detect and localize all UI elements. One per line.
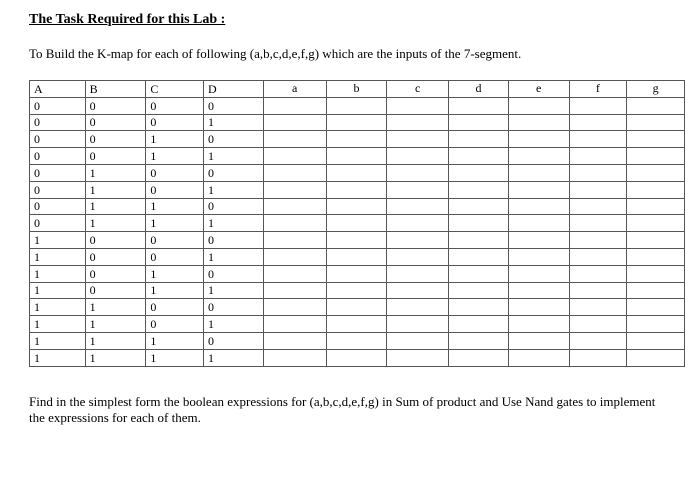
output-cell-d — [449, 232, 509, 249]
input-cell-c: 1 — [146, 332, 204, 349]
output-cell-g — [627, 97, 685, 114]
output-cell-d — [449, 349, 509, 366]
input-cell-b: 1 — [85, 215, 146, 232]
output-cell-c — [387, 148, 449, 165]
output-cell-c — [387, 181, 449, 198]
output-cell-g — [627, 316, 685, 333]
output-cell-g — [627, 164, 685, 181]
input-cell-b: 1 — [85, 349, 146, 366]
output-cell-f — [569, 164, 627, 181]
intro-text: To Build the K-map for each of following (a,b,c,d,e,f,g) which are the inputs of the 7-segment. — [29, 46, 522, 61]
input-cell-d: 1 — [204, 316, 264, 333]
input-cell-b: 0 — [85, 114, 146, 131]
input-cell-a: 1 — [30, 316, 86, 333]
input-cell-c: 0 — [146, 114, 204, 131]
input-cell-a: 0 — [30, 181, 86, 198]
output-cell-d — [449, 164, 509, 181]
input-cell-d: 0 — [204, 265, 264, 282]
output-cell-b — [326, 198, 387, 215]
output-cell-b — [326, 114, 387, 131]
output-cell-c — [387, 282, 449, 299]
output-cell-f — [569, 97, 627, 114]
input-cell-c: 1 — [146, 215, 204, 232]
input-cell-c: 1 — [146, 198, 204, 215]
input-cell-b: 1 — [85, 299, 146, 316]
header-output-e: e — [508, 81, 569, 98]
output-cell-a — [263, 164, 326, 181]
input-cell-d: 0 — [204, 198, 264, 215]
input-cell-b: 0 — [85, 282, 146, 299]
output-cell-e — [508, 148, 569, 165]
header-input-c: C — [146, 81, 204, 98]
output-cell-g — [627, 299, 685, 316]
input-cell-c: 1 — [146, 349, 204, 366]
output-cell-b — [326, 164, 387, 181]
output-cell-c — [387, 316, 449, 333]
header-input-a: A — [30, 81, 86, 98]
truth-table — [29, 80, 685, 367]
output-cell-b — [326, 232, 387, 249]
output-cell-d — [449, 265, 509, 282]
output-cell-f — [569, 114, 627, 131]
table-row — [30, 299, 685, 316]
output-cell-g — [627, 332, 685, 349]
output-cell-d — [449, 131, 509, 148]
table-row — [30, 265, 685, 282]
input-cell-c: 0 — [146, 97, 204, 114]
output-cell-f — [569, 181, 627, 198]
table-row — [30, 232, 685, 249]
input-cell-c: 1 — [146, 282, 204, 299]
table-row — [30, 97, 685, 114]
output-cell-b — [326, 349, 387, 366]
header-output-a: a — [263, 81, 326, 98]
output-cell-b — [326, 215, 387, 232]
instructions-text: Find in the simplest form the boolean expressions for (a,b,c,d,e,f,g) in Sum of product and Use Nand gates to implement the expressions for each of them. — [29, 394, 656, 425]
output-cell-d — [449, 316, 509, 333]
output-cell-g — [627, 131, 685, 148]
input-cell-b: 1 — [85, 316, 146, 333]
output-cell-a — [263, 349, 326, 366]
input-cell-c: 1 — [146, 148, 204, 165]
output-cell-e — [508, 248, 569, 265]
output-cell-f — [569, 316, 627, 333]
input-cell-b: 0 — [85, 232, 146, 249]
input-cell-d: 0 — [204, 97, 264, 114]
input-cell-c: 1 — [146, 265, 204, 282]
input-cell-b: 1 — [85, 198, 146, 215]
input-cell-d: 0 — [204, 332, 264, 349]
output-cell-c — [387, 248, 449, 265]
output-cell-e — [508, 282, 569, 299]
output-cell-a — [263, 114, 326, 131]
output-cell-c — [387, 164, 449, 181]
header-input-b: B — [85, 81, 146, 98]
input-cell-d: 1 — [204, 148, 264, 165]
output-cell-g — [627, 282, 685, 299]
header-output-g: g — [627, 81, 685, 98]
output-cell-g — [627, 232, 685, 249]
header-input-d: D — [204, 81, 264, 98]
output-cell-a — [263, 282, 326, 299]
output-cell-f — [569, 148, 627, 165]
output-cell-d — [449, 248, 509, 265]
output-cell-g — [627, 148, 685, 165]
output-cell-a — [263, 332, 326, 349]
output-cell-f — [569, 282, 627, 299]
output-cell-a — [263, 148, 326, 165]
input-cell-a: 1 — [30, 349, 86, 366]
output-cell-a — [263, 265, 326, 282]
table-row — [30, 164, 685, 181]
table-row — [30, 349, 685, 366]
output-cell-a — [263, 316, 326, 333]
input-cell-b: 0 — [85, 131, 146, 148]
table-row — [30, 114, 685, 131]
table-row — [30, 282, 685, 299]
input-cell-d: 0 — [204, 232, 264, 249]
input-cell-d: 1 — [204, 215, 264, 232]
input-cell-d: 1 — [204, 248, 264, 265]
output-cell-b — [326, 332, 387, 349]
output-cell-e — [508, 299, 569, 316]
input-cell-d: 1 — [204, 282, 264, 299]
input-cell-a: 0 — [30, 97, 86, 114]
input-cell-b: 1 — [85, 332, 146, 349]
output-cell-a — [263, 232, 326, 249]
input-cell-a: 1 — [30, 232, 86, 249]
input-cell-a: 1 — [30, 299, 86, 316]
input-cell-c: 0 — [146, 181, 204, 198]
output-cell-c — [387, 198, 449, 215]
output-cell-e — [508, 332, 569, 349]
output-cell-a — [263, 299, 326, 316]
output-cell-d — [449, 114, 509, 131]
output-cell-b — [326, 248, 387, 265]
output-cell-e — [508, 265, 569, 282]
output-cell-e — [508, 349, 569, 366]
output-cell-c — [387, 97, 449, 114]
header-output-f: f — [569, 81, 627, 98]
output-cell-b — [326, 265, 387, 282]
output-cell-f — [569, 299, 627, 316]
input-cell-d: 1 — [204, 349, 264, 366]
output-cell-g — [627, 248, 685, 265]
input-cell-d: 1 — [204, 181, 264, 198]
output-cell-d — [449, 198, 509, 215]
output-cell-f — [569, 232, 627, 249]
output-cell-e — [508, 316, 569, 333]
output-cell-g — [627, 215, 685, 232]
table-row — [30, 181, 685, 198]
output-cell-a — [263, 248, 326, 265]
output-cell-f — [569, 198, 627, 215]
input-cell-c: 0 — [146, 299, 204, 316]
output-cell-a — [263, 215, 326, 232]
output-cell-e — [508, 232, 569, 249]
table-row — [30, 248, 685, 265]
header-output-d: d — [449, 81, 509, 98]
input-cell-a: 1 — [30, 282, 86, 299]
output-cell-f — [569, 215, 627, 232]
output-cell-c — [387, 349, 449, 366]
output-cell-d — [449, 332, 509, 349]
output-cell-c — [387, 332, 449, 349]
input-cell-a: 0 — [30, 164, 86, 181]
output-cell-e — [508, 181, 569, 198]
input-cell-a: 1 — [30, 332, 86, 349]
input-cell-d: 1 — [204, 114, 264, 131]
output-cell-c — [387, 215, 449, 232]
output-cell-f — [569, 265, 627, 282]
header-output-b: b — [326, 81, 387, 98]
output-cell-c — [387, 131, 449, 148]
output-cell-b — [326, 148, 387, 165]
input-cell-a: 0 — [30, 114, 86, 131]
output-cell-d — [449, 282, 509, 299]
output-cell-e — [508, 215, 569, 232]
input-cell-c: 0 — [146, 232, 204, 249]
output-cell-f — [569, 248, 627, 265]
input-cell-d: 0 — [204, 164, 264, 181]
table-row — [30, 316, 685, 333]
input-cell-b: 0 — [85, 248, 146, 265]
output-cell-b — [326, 299, 387, 316]
output-cell-d — [449, 148, 509, 165]
input-cell-a: 0 — [30, 131, 86, 148]
input-cell-a: 1 — [30, 265, 86, 282]
input-cell-b: 0 — [85, 148, 146, 165]
input-cell-a: 0 — [30, 215, 86, 232]
output-cell-a — [263, 181, 326, 198]
output-cell-c — [387, 299, 449, 316]
input-cell-c: 0 — [146, 164, 204, 181]
table-body — [30, 97, 685, 366]
output-cell-e — [508, 198, 569, 215]
input-cell-b: 1 — [85, 164, 146, 181]
table-row — [30, 131, 685, 148]
table-row — [30, 215, 685, 232]
output-cell-f — [569, 131, 627, 148]
output-cell-g — [627, 349, 685, 366]
table-header-row — [30, 81, 685, 98]
output-cell-e — [508, 131, 569, 148]
output-cell-d — [449, 215, 509, 232]
output-cell-b — [326, 97, 387, 114]
table-row — [30, 148, 685, 165]
output-cell-a — [263, 97, 326, 114]
input-cell-b: 0 — [85, 97, 146, 114]
output-cell-d — [449, 181, 509, 198]
output-cell-b — [326, 316, 387, 333]
output-cell-g — [627, 114, 685, 131]
input-cell-c: 0 — [146, 248, 204, 265]
table-row — [30, 332, 685, 349]
output-cell-c — [387, 232, 449, 249]
lab-task-heading: The Task Required for this Lab : — [29, 12, 226, 27]
output-cell-a — [263, 198, 326, 215]
output-cell-e — [508, 164, 569, 181]
output-cell-c — [387, 265, 449, 282]
input-cell-c: 0 — [146, 316, 204, 333]
output-cell-c — [387, 114, 449, 131]
output-cell-d — [449, 97, 509, 114]
input-cell-b: 0 — [85, 265, 146, 282]
output-cell-f — [569, 349, 627, 366]
input-cell-a: 0 — [30, 148, 86, 165]
output-cell-b — [326, 131, 387, 148]
output-cell-g — [627, 198, 685, 215]
output-cell-d — [449, 299, 509, 316]
output-cell-f — [569, 332, 627, 349]
output-cell-b — [326, 181, 387, 198]
output-cell-b — [326, 282, 387, 299]
input-cell-c: 1 — [146, 131, 204, 148]
input-cell-b: 1 — [85, 181, 146, 198]
output-cell-g — [627, 181, 685, 198]
input-cell-d: 0 — [204, 131, 264, 148]
input-cell-a: 1 — [30, 248, 86, 265]
output-cell-a — [263, 131, 326, 148]
input-cell-d: 0 — [204, 299, 264, 316]
table-row — [30, 198, 685, 215]
header-output-c: c — [387, 81, 449, 98]
output-cell-e — [508, 114, 569, 131]
output-cell-g — [627, 265, 685, 282]
input-cell-a: 0 — [30, 198, 86, 215]
output-cell-e — [508, 97, 569, 114]
